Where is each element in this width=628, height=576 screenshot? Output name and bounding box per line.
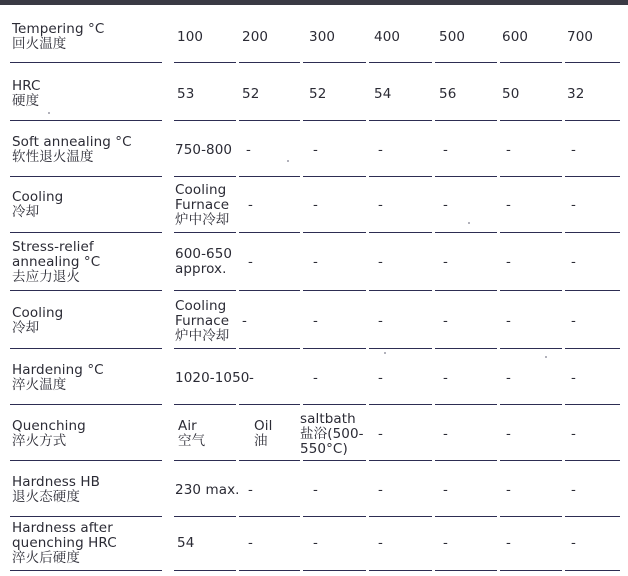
row-divider-line xyxy=(303,348,366,349)
row-divider-line xyxy=(435,120,497,121)
row-header-en: Hardness HB xyxy=(12,474,101,490)
row-divider-line xyxy=(500,120,562,121)
row-divider-line xyxy=(174,460,236,461)
table-cell: - xyxy=(248,481,253,498)
row-header xyxy=(12,464,172,516)
table-cell: - xyxy=(443,253,448,270)
row-header-zh: 硬度 xyxy=(12,93,40,109)
row-divider-line xyxy=(369,516,432,517)
table-cell: - xyxy=(506,481,511,498)
table-cell: - xyxy=(313,141,318,158)
table-row-cooling xyxy=(0,178,628,232)
table-cell: - xyxy=(571,141,576,158)
print-speck xyxy=(287,160,289,162)
table-cell: - xyxy=(248,196,253,213)
row-divider-line xyxy=(435,516,497,517)
row-divider-line xyxy=(10,460,162,461)
row-divider-line xyxy=(239,62,300,63)
row-divider-line xyxy=(303,232,366,233)
table-cell: - xyxy=(571,425,576,442)
row-divider-line xyxy=(174,570,236,571)
table-cell: - xyxy=(246,141,251,158)
table-cell: 56 xyxy=(439,85,457,102)
table-row-quenching xyxy=(0,408,628,460)
row-divider-line xyxy=(565,62,620,63)
table-cell: - xyxy=(248,534,253,551)
table-row-hardening xyxy=(0,352,628,404)
row-divider-line xyxy=(174,120,236,121)
row-header-zh: 淬火温度 xyxy=(12,377,67,393)
table-cell: - xyxy=(443,534,448,551)
table-cell: - xyxy=(506,141,511,158)
table-cell: 400 xyxy=(374,28,401,45)
table-cell: - xyxy=(249,369,254,386)
row-divider-line xyxy=(500,62,562,63)
row-divider-line xyxy=(239,176,300,177)
row-divider-line xyxy=(369,348,432,349)
row-divider-line xyxy=(565,570,620,571)
row-divider-line xyxy=(500,570,562,571)
row-divider-line xyxy=(565,348,620,349)
row-header xyxy=(12,178,172,232)
table-row-cooling-2 xyxy=(0,294,628,348)
table-cell: Cooling Furnace 炉中冷却 xyxy=(175,181,230,228)
row-header xyxy=(12,236,172,288)
table-cell: - xyxy=(571,196,576,213)
row-divider-line xyxy=(303,62,366,63)
row-divider-line xyxy=(10,176,162,177)
table-cell: 700 xyxy=(567,28,594,45)
row-divider-line xyxy=(435,348,497,349)
table-cell: - xyxy=(506,312,511,329)
table-cell: - xyxy=(506,534,511,551)
row-divider-line xyxy=(10,348,162,349)
row-divider-line xyxy=(239,232,300,233)
row-header-en: Cooling xyxy=(12,305,64,321)
row-divider-line xyxy=(303,516,366,517)
row-divider-line xyxy=(369,570,432,571)
table-cell: 750-800 xyxy=(175,141,233,158)
table-cell: 52 xyxy=(309,85,327,102)
table-cell: saltbath 盐浴(500- 550°C) xyxy=(300,410,364,457)
row-divider-line xyxy=(369,404,432,405)
row-divider-line xyxy=(369,460,432,461)
table-cell: 100 xyxy=(177,28,204,45)
row-header-en: Stress-relief annealing °C xyxy=(12,238,101,270)
table-cell: - xyxy=(313,534,318,551)
row-divider-line xyxy=(239,460,300,461)
row-divider-line xyxy=(435,290,497,291)
row-header-zh: 回火温度 xyxy=(12,36,67,52)
row-divider-line xyxy=(239,120,300,121)
row-header-zh: 淬火后硬度 xyxy=(12,549,80,566)
row-divider-line xyxy=(10,516,162,517)
row-divider-line xyxy=(500,290,562,291)
print-speck xyxy=(48,112,50,114)
row-divider-line xyxy=(565,404,620,405)
row-header xyxy=(12,352,172,404)
table-cell: - xyxy=(313,369,318,386)
row-divider-line xyxy=(435,460,497,461)
row-header-en: Hardness after quenching HRC xyxy=(12,519,117,551)
row-divider-line xyxy=(174,176,236,177)
table-cell: 300 xyxy=(309,28,336,45)
table-cell: - xyxy=(443,196,448,213)
row-divider-line xyxy=(435,232,497,233)
table-cell: - xyxy=(506,196,511,213)
row-divider-line xyxy=(10,570,162,571)
row-header-zh: 冷却 xyxy=(12,320,40,336)
row-divider-line xyxy=(303,460,366,461)
row-divider-line xyxy=(174,232,236,233)
table-cell: - xyxy=(313,312,318,329)
table-cell: - xyxy=(313,253,318,270)
row-divider-line xyxy=(500,232,562,233)
row-divider-line xyxy=(565,290,620,291)
table-cell: - xyxy=(378,312,383,329)
table-cell: - xyxy=(506,369,511,386)
table-cell: - xyxy=(313,196,318,213)
row-header-en: Tempering °C xyxy=(12,21,105,37)
row-divider-line xyxy=(500,516,562,517)
row-divider-line xyxy=(500,348,562,349)
row-divider-line xyxy=(565,232,620,233)
table-cell: - xyxy=(378,481,383,498)
row-divider-line xyxy=(369,62,432,63)
table-cell: 54 xyxy=(374,85,392,102)
table-row-soft-annealing xyxy=(0,124,628,176)
row-divider-line xyxy=(500,460,562,461)
row-divider-line xyxy=(435,404,497,405)
table-cell: 500 xyxy=(439,28,466,45)
row-header xyxy=(12,70,172,118)
table-cell: - xyxy=(571,481,576,498)
row-header-en: HRC xyxy=(12,78,41,94)
row-divider-line xyxy=(303,570,366,571)
table-cell: - xyxy=(506,425,511,442)
table-cell: - xyxy=(443,481,448,498)
table-cell: - xyxy=(313,481,318,498)
table-row-hardness-after-quenching xyxy=(0,518,628,568)
table-cell: - xyxy=(378,196,383,213)
row-divider-line xyxy=(10,120,162,121)
row-divider-line xyxy=(369,290,432,291)
table-row-hardness-hb xyxy=(0,464,628,516)
table-row-stress-relief xyxy=(0,236,628,288)
table-cell: - xyxy=(443,312,448,329)
row-header xyxy=(12,408,172,460)
row-divider-line xyxy=(239,348,300,349)
table-cell: - xyxy=(443,425,448,442)
table-cell: 600 xyxy=(502,28,529,45)
table-cell: 54 xyxy=(177,534,195,551)
row-divider-line xyxy=(174,404,236,405)
row-divider-line xyxy=(369,120,432,121)
row-divider-line xyxy=(303,290,366,291)
table-cell: - xyxy=(378,141,383,158)
table-row-tempering xyxy=(0,14,628,60)
table-cell: 200 xyxy=(242,28,269,45)
table-cell: - xyxy=(378,425,383,442)
table-row-hrc xyxy=(0,70,628,118)
print-speck xyxy=(545,356,547,358)
row-header-en: Hardening °C xyxy=(12,362,104,378)
table-cell: 50 xyxy=(502,85,520,102)
row-header-en: Cooling xyxy=(12,189,64,205)
row-divider-line xyxy=(435,570,497,571)
table-cell: - xyxy=(378,369,383,386)
table-cell: 32 xyxy=(567,85,585,102)
row-header xyxy=(12,124,172,176)
row-header-zh: 冷却 xyxy=(12,204,40,220)
row-divider-line xyxy=(435,62,497,63)
table-cell: Air 空气 xyxy=(178,418,206,449)
row-divider-line xyxy=(174,290,236,291)
row-divider-line xyxy=(303,120,366,121)
row-header-en: Quenching xyxy=(12,418,86,434)
row-divider-line xyxy=(239,570,300,571)
row-divider-line xyxy=(10,232,162,233)
row-header xyxy=(12,294,172,348)
table-cell: - xyxy=(571,369,576,386)
row-divider-line xyxy=(500,176,562,177)
table-cell: 230 max. xyxy=(175,481,240,498)
row-divider-line xyxy=(565,120,620,121)
table-cell: - xyxy=(443,141,448,158)
table-cell: Oil 油 xyxy=(254,418,273,449)
row-header-en: Soft annealing °C xyxy=(12,134,132,150)
table-cell: Cooling Furnace 炉中冷却 xyxy=(175,297,230,344)
table-cell: - xyxy=(506,253,511,270)
row-divider-line xyxy=(10,290,162,291)
table-cell: - xyxy=(248,253,253,270)
row-header-zh: 退火态硬度 xyxy=(12,489,80,505)
print-speck xyxy=(468,222,470,224)
row-divider-line xyxy=(303,404,366,405)
table-cell: 52 xyxy=(242,85,260,102)
table-cell: - xyxy=(242,312,247,329)
table-cell: - xyxy=(443,369,448,386)
table-cell: 1020-1050 xyxy=(175,369,250,386)
table-cell: - xyxy=(378,253,383,270)
row-divider-line xyxy=(239,404,300,405)
row-header-zh: 淬火方式 xyxy=(12,433,67,449)
table-cell: - xyxy=(571,534,576,551)
top-border xyxy=(0,0,628,5)
table-cell: - xyxy=(571,312,576,329)
row-divider-line xyxy=(239,516,300,517)
table-cell: 53 xyxy=(177,85,195,102)
row-divider-line xyxy=(174,348,236,349)
row-divider-line xyxy=(565,176,620,177)
table-cell: - xyxy=(571,253,576,270)
row-header xyxy=(12,14,172,60)
row-divider-line xyxy=(239,290,300,291)
row-divider-line xyxy=(10,404,162,405)
row-divider-line xyxy=(303,176,366,177)
row-divider-line xyxy=(174,62,236,63)
row-divider-line xyxy=(565,460,620,461)
row-divider-line xyxy=(500,404,562,405)
row-divider-line xyxy=(435,176,497,177)
row-divider-line xyxy=(10,62,162,63)
row-divider-line xyxy=(565,516,620,517)
row-header-zh: 去应力退火 xyxy=(12,268,80,285)
table-cell: 600-650 approx. xyxy=(175,246,233,277)
table-cell: - xyxy=(378,534,383,551)
print-speck xyxy=(384,352,386,354)
row-divider-line xyxy=(174,516,236,517)
row-divider-line xyxy=(369,232,432,233)
row-divider-line xyxy=(369,176,432,177)
row-header-zh: 软性退火温度 xyxy=(12,149,94,165)
row-header xyxy=(12,518,172,568)
